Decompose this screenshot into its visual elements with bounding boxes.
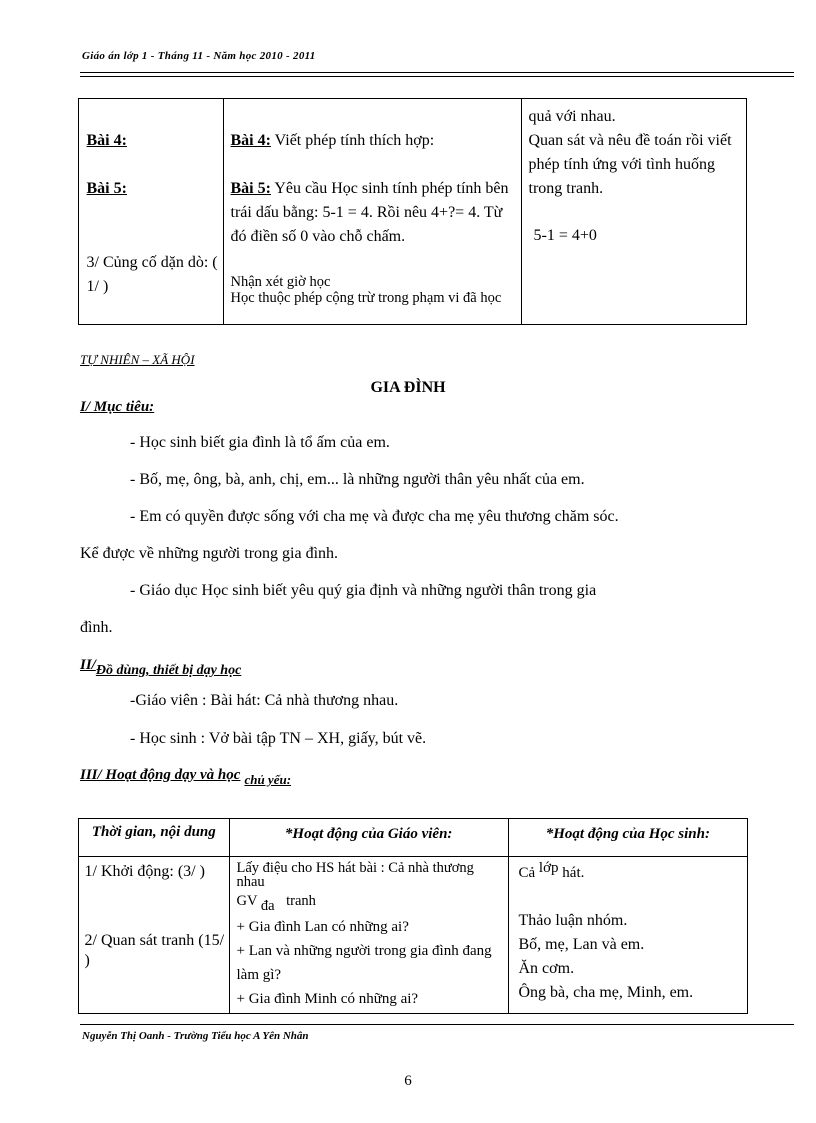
table2-header-teacher: *Hoạt động của Giáo viên: (229, 819, 508, 857)
activity-table (78, 818, 748, 1014)
student-line-2: Quan sát và nêu đề toán rồi viết phép tính ứng với tình huống trong tranh. (528, 131, 732, 197)
hoat-dong-heading: III/ Hoạt động dạy và học $_{chủ yếu:}$ (80, 767, 292, 787)
teacher-line-4: + Lan và những người trong gia đình đang làm gì? (236, 942, 492, 983)
lesson-title: GIA ĐÌNH (370, 379, 446, 396)
hoc-thuoc-text: Học thuộc phép cộng trừ trong phạm vi đã học (230, 289, 502, 306)
student-equation: 5-1 = 4+0 (533, 226, 597, 244)
student-line-1: Cả lớp hát. (518, 859, 585, 881)
subject-label: TỰ NHIÊN – XÃ HỘI (80, 352, 195, 367)
teacher-line-3: + Gia đình Lan có những ai? (236, 918, 409, 935)
cung-co-label: 3/ Củng cố dặn dò: ( 1/ ) (86, 253, 218, 295)
muc-tieu-item: Kể được về những người trong gia đình. (80, 545, 339, 562)
table1-col3 (522, 99, 747, 325)
table2-col1 (79, 857, 230, 1014)
muc-tieu-item: đình. (80, 619, 113, 636)
muc-tieu-heading: I/ Mục tiêu: (80, 399, 155, 415)
do-dung-item: -Giáo viên : Bài hát: Cả nhà thương nhau. (130, 692, 399, 709)
table2-header-student: *Hoạt động của Học sinh: (508, 819, 747, 857)
muc-tieu-item: - Em có quyền được sống với cha mẹ và được cha mẹ yêu thương chăm sóc. (130, 508, 619, 525)
footer-rule (80, 1024, 794, 1025)
muc-tieu-item: - Giáo dục Học sinh biết yêu quý gia định và những người thân trong gia (130, 582, 597, 599)
table2-col3 (508, 857, 747, 1014)
table1-col2 (224, 99, 522, 325)
teacher-line-2: GV đa tranh (236, 892, 316, 914)
bai5-teacher-text: Bài 5: Yêu cầu Học sinh tính phép tính bên trái dấu bằng: 5-1 = 4. Rồi nêu 4+?= 4. Từ đó điền số 0 vào chỗ chấm. (230, 179, 509, 245)
muc-tieu-item: - Học sinh biết gia đình là tổ ấm của em. (130, 434, 390, 451)
student-line-3: Bố, mẹ, Lan và em. (518, 935, 645, 953)
student-line-1: quả với nhau. (528, 107, 616, 125)
table2-header-time: Thời gian, nội dung (79, 819, 230, 857)
header-rule (80, 72, 794, 77)
nhan-xet-text: Nhận xét giờ học (230, 273, 331, 290)
do-dung-item: - Học sinh : Vở bài tập TN – XH, giấy, bút vẽ. (130, 730, 427, 747)
muc-tieu-item: - Bố, mẹ, ông, bà, anh, chị, em... là những người thân yêu nhất của em. (130, 471, 585, 488)
page-footer: Nguyễn Thị Oanh - Trường Tiểu học A Yên Nhân (82, 1030, 309, 1042)
student-line-4: Ăn cơm. (518, 959, 575, 977)
student-line-5: Ông bà, cha mẹ, Minh, em. (518, 983, 694, 1001)
khoi-dong-label: 1/ Khởi động: (3/ ) (84, 862, 205, 880)
student-line-2: Thảo luận nhóm. (518, 911, 628, 929)
page-header: Giáo án lớp 1 - Tháng 11 - Năm học 2010 - 2011 (82, 50, 316, 62)
bai4-teacher-text: Bài 4: Viết phép tính thích hợp: (230, 131, 435, 149)
quan-sat-label: 2/ Quan sát tranh (15/ ) (84, 931, 225, 969)
teacher-line-5: + Gia đình Minh có những ai? (236, 990, 419, 1007)
do-dung-heading: II/Đồ dùng, thiết bị dạy học (80, 657, 242, 678)
page-number: 6 (404, 1073, 412, 1089)
table1-col1 (79, 99, 224, 325)
bai4-label: Bài 4: (86, 131, 127, 149)
table2-col2 (229, 857, 508, 1014)
lesson-table-continued (78, 98, 747, 325)
teacher-line-1: Lấy điệu cho HS hát bài : Cả nhà thương nhau (236, 859, 474, 890)
bai5-label: Bài 5: (86, 179, 127, 197)
